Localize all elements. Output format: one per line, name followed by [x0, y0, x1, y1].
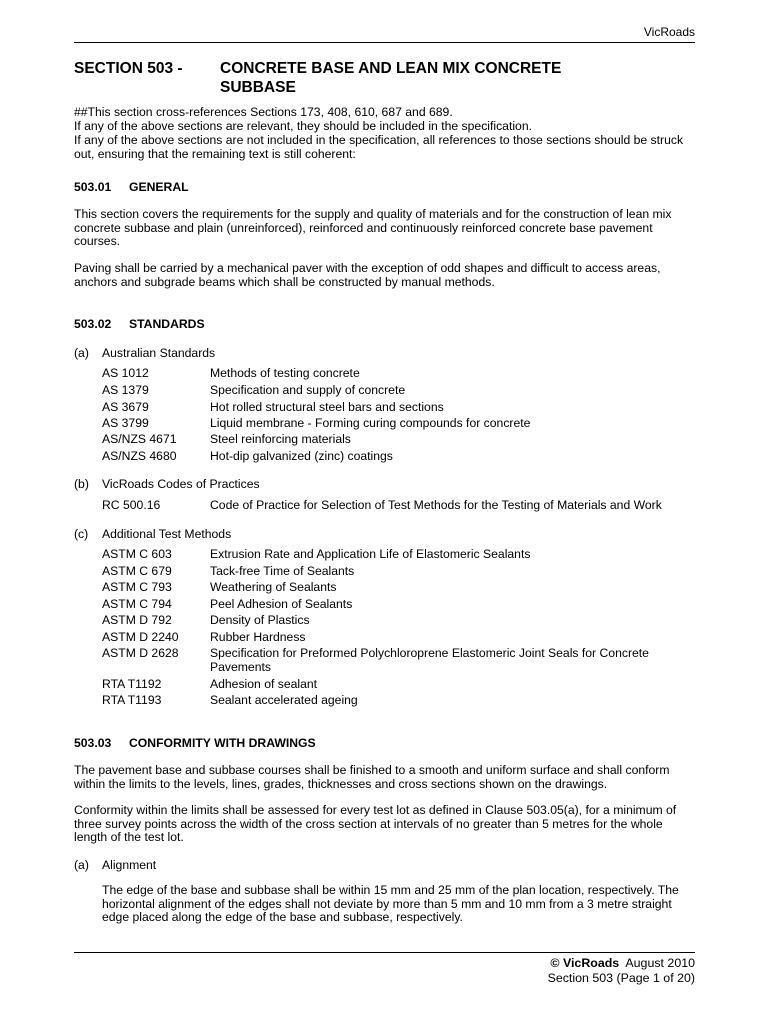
heading-standards: 503.02 STANDARDS [74, 317, 205, 331]
general-para-2: Paving shall be carried by a mechanical paver with the exception of odd shapes and difficult to access areas, anchors and subgrade beams which shall be constructed by manual methods. [74, 261, 661, 289]
footer-date: August 2010 [625, 956, 695, 970]
footer-copyright: © VicRoads [550, 956, 620, 970]
heading-conformity: 503.03 CONFORMITY WITH DRAWINGS [74, 736, 316, 750]
intro-line-1: ##This section cross-references Sections 173, 408, 610, 687 and 689. [74, 105, 453, 119]
title-number: SECTION 503 - [74, 60, 183, 77]
header-rule [74, 42, 695, 43]
general-para-1: This section covers the requirements for the supply and quality of materials and for the construction of lean mix concrete subbase and plain (unreinforced), reinforced and continuously reinforced concrete base pavement courses. [74, 207, 672, 249]
header-org: VicRoads [643, 25, 695, 39]
intro-line-3: If any of the above sections are not included in the specification, all references to those sections should be struck out, ensuring that the remaining text is still coherent: [74, 133, 684, 161]
intro-line-2: If any of the above sections are relevant, they should be included in the specification. [74, 119, 532, 133]
title-text: CONCRETE BASE AND LEAN MIX CONCRETE SUBBASE [220, 60, 562, 96]
footer-copyright-line [550, 957, 695, 971]
footer-rule [74, 952, 695, 953]
conformity-para-2: Conformity within the limits shall be assessed for every test lot as defined in Clause 503.05(a), for a minimum of three survey points across the width of the cross section at intervals of no greater than 5 metres for the whole length of the test lot. [74, 803, 677, 845]
footer-page: Section 503 (Page 1 of 20) [547, 971, 695, 985]
alignment-text: The edge of the base and subbase shall be within 15 mm and 25 mm of the plan location, respectively. The horizontal alignment of the edges shall not deviate by more than 5 mm and 10 mm from a 3 metre straight edge placed along the edge of the base and subbase, respectively. [102, 883, 679, 925]
heading-general: 503.01 GENERAL [74, 180, 189, 194]
conformity-para-1: The pavement base and subbase courses shall be finished to a smooth and uniform surface and shall conform within the limits to the levels, lines, grades, thicknesses and cross sections shown on the drawings. [74, 763, 670, 791]
